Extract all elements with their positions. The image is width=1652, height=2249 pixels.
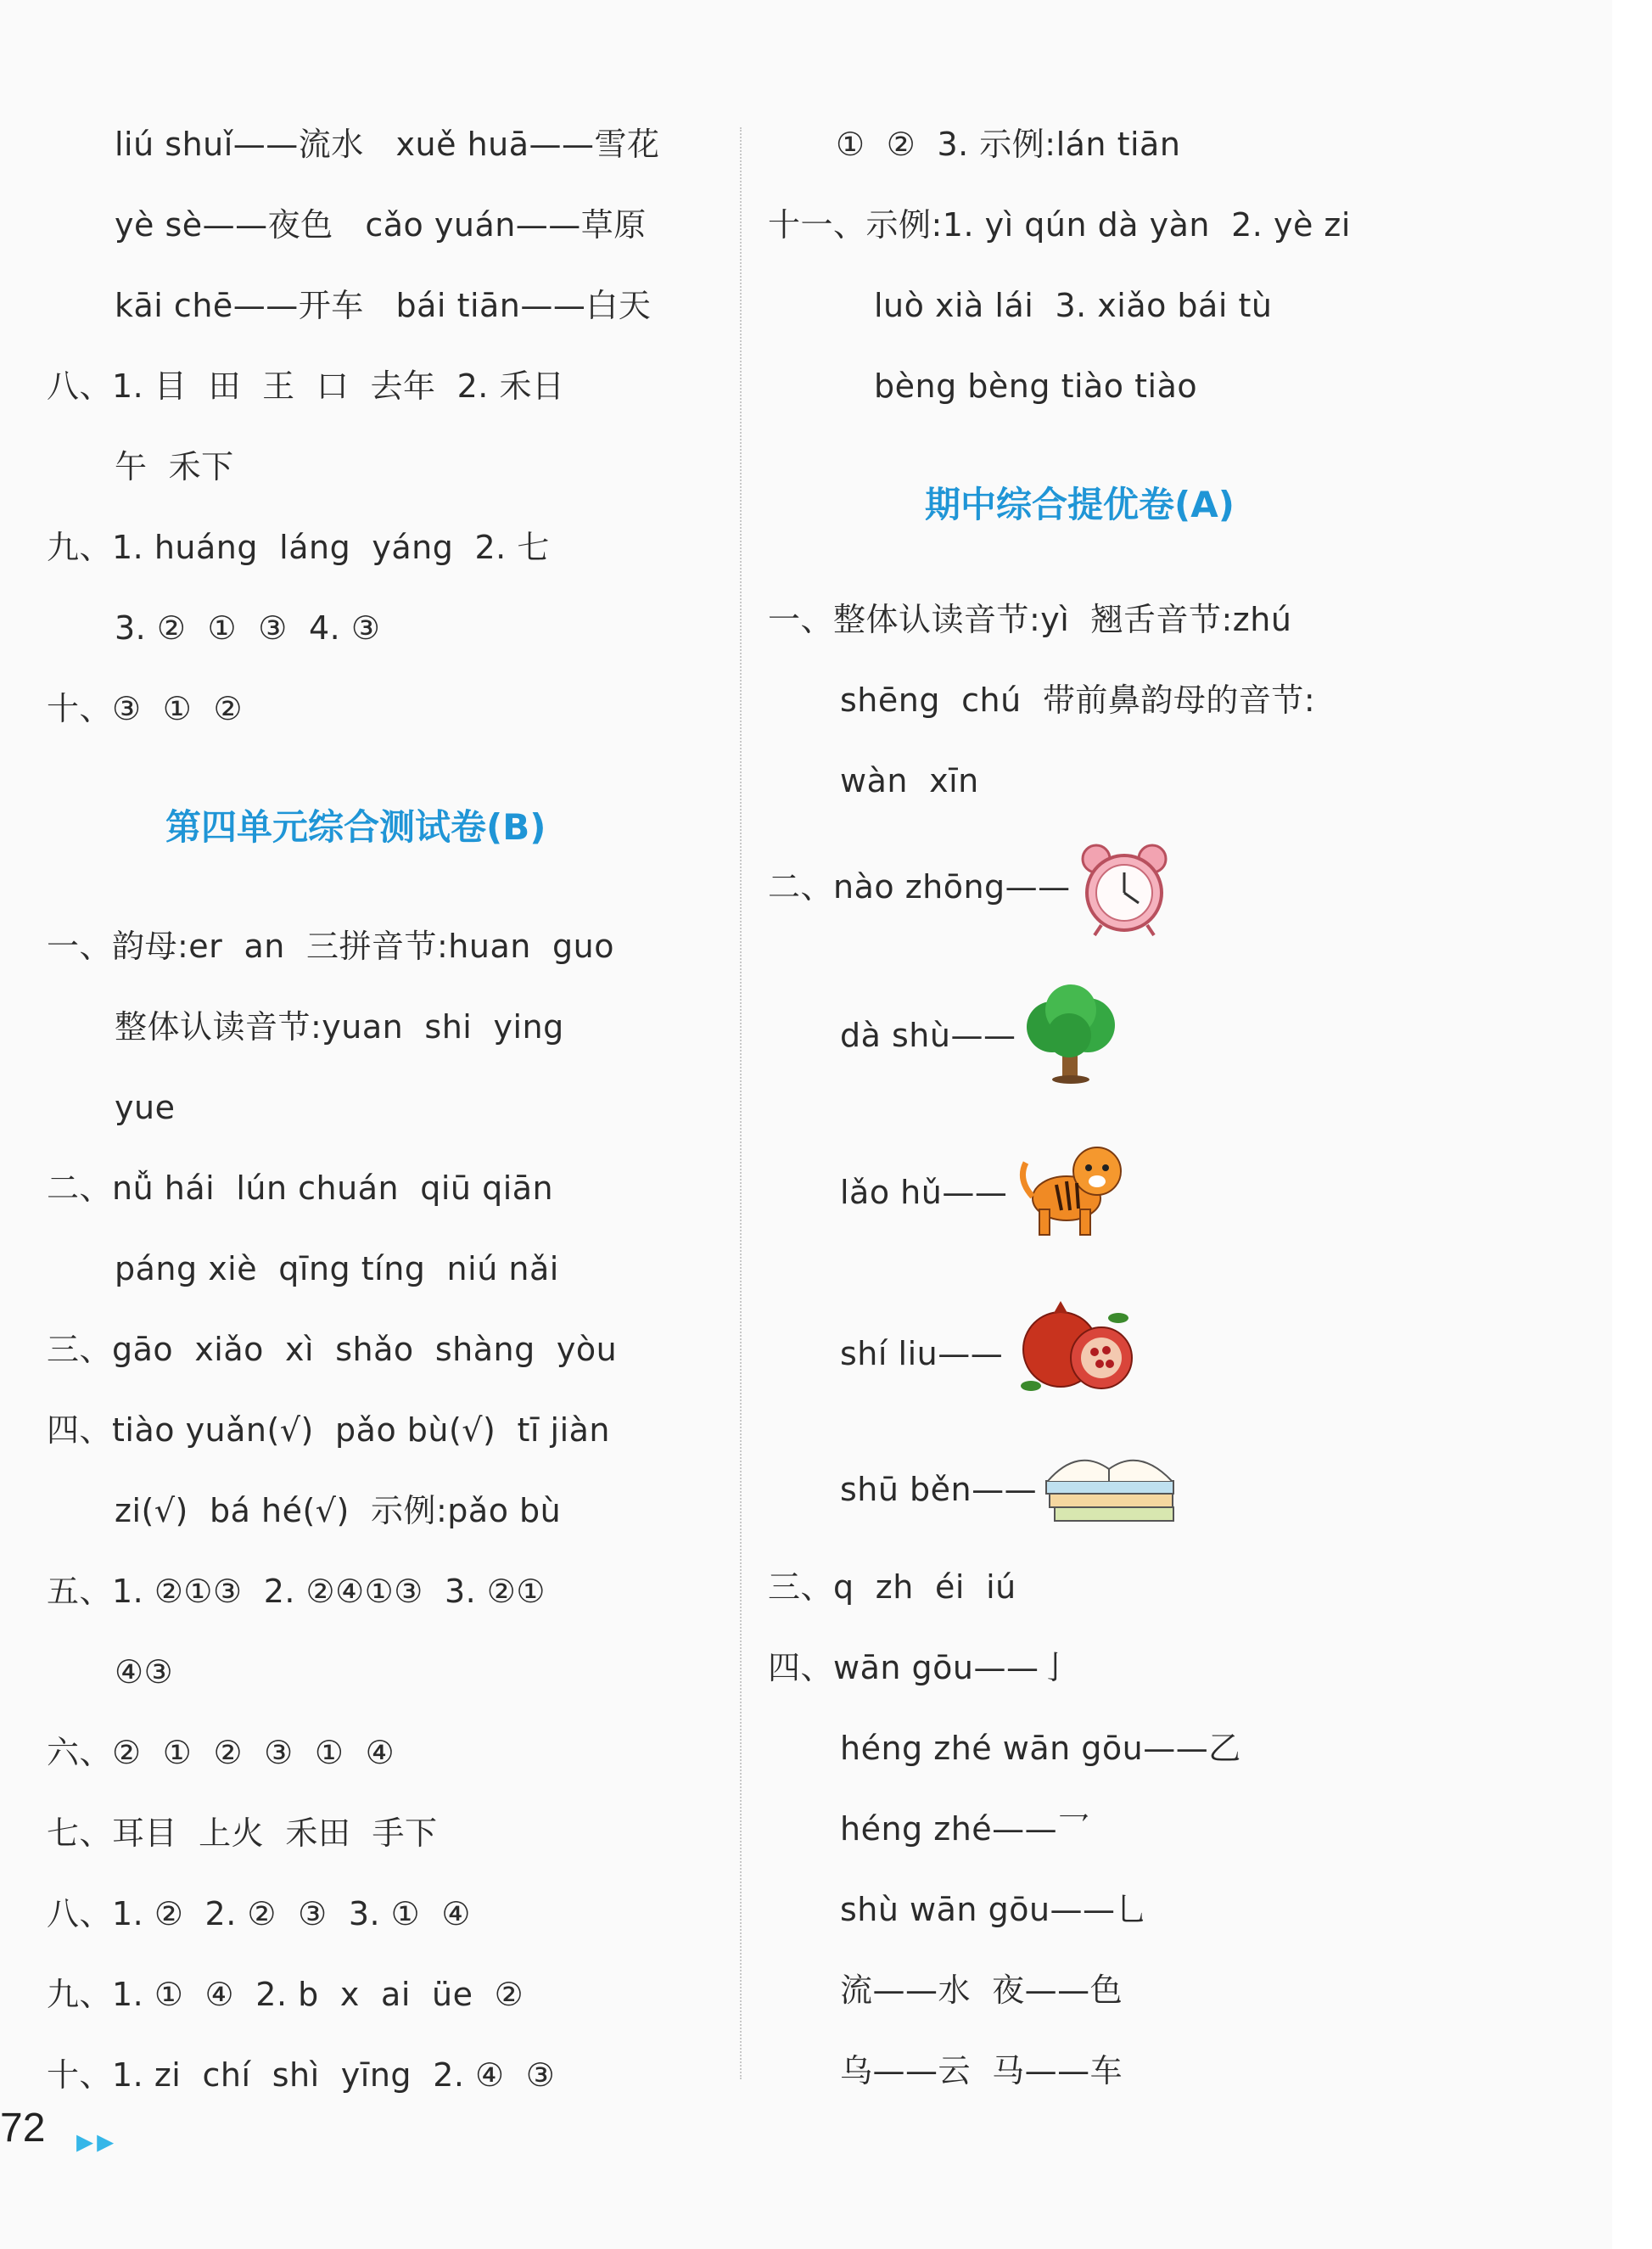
matching-label: shū běn——: [840, 1471, 1038, 1508]
matching-label: 二、nào zhōng——: [768, 868, 1071, 906]
answer-line: 七、耳目 上火 禾田 手下: [47, 1814, 438, 1852]
matching-label: shí liu——: [840, 1335, 1004, 1372]
answer-line: yè sè——夜色 cǎo yuán——草原: [115, 206, 647, 244]
answer-line: luò xià lái 3. xiǎo bái tù: [874, 287, 1273, 324]
answer-line: liú shuǐ——流水 xuě huā——雪花: [115, 126, 660, 163]
answer-line: 四、tiào yuǎn(√) pǎo bù(√) tī jiàn: [47, 1411, 611, 1449]
answer-line: 二、nǚ hái lún chuán qiū qiān: [47, 1169, 554, 1207]
answer-line: 九、1. ① ④ 2. b x ai üe ②: [47, 1976, 524, 2013]
answer-line: 一、整体认读音节:yì 翘舌音节:zhú: [768, 601, 1292, 638]
answer-line: 五、1. ②①③ 2. ②④①③ 3. ②①: [47, 1573, 546, 1610]
answer-line: páng xiè qīng tíng niú nǎi: [115, 1250, 559, 1287]
answer-line: héng zhé——乛: [840, 1810, 1090, 1848]
answer-line: 一、韵母:er an 三拼音节:huan guo: [47, 928, 614, 965]
answer-line: shù wān gōu——乚: [840, 1891, 1149, 1928]
arrow-icon: [76, 2122, 117, 2161]
answer-line: yue: [115, 1089, 176, 1126]
answer-line: shēng chú 带前鼻韵母的音节:: [840, 681, 1316, 719]
arrow-glyphs: ▸▸: [76, 2122, 118, 2161]
page-edge: [1612, 0, 1652, 2249]
answer-line: zi(√) bá hé(√) 示例:pǎo bù: [115, 1492, 562, 1529]
answer-line: 十、1. zi chí shì yīng 2. ④ ③: [47, 2056, 556, 2094]
section-title: 期中综合提优卷(A): [925, 484, 1235, 525]
answer-line: 乌——云 马——车: [840, 2052, 1123, 2089]
tree-icon: [1018, 984, 1124, 1090]
matching-label: dà shù——: [840, 1017, 1016, 1054]
answer-line: 十、③ ① ②: [47, 690, 244, 727]
pomegranate-icon: [1018, 1294, 1137, 1404]
answer-line: 八、1. ② 2. ② ③ 3. ① ④: [47, 1895, 471, 1932]
answer-line: 九、1. huáng láng yáng 2. 七: [47, 529, 550, 566]
answer-line: héng zhé wān gōu——乙: [840, 1730, 1241, 1767]
answer-line: 三、q zh éi iú: [768, 1568, 1016, 1606]
answer-line: 三、gāo xiǎo xì shǎo shàng yòu: [47, 1331, 618, 1368]
alarm-clock-icon: [1078, 840, 1171, 941]
section-title: 第四单元综合测试卷(B): [165, 806, 546, 848]
answer-line: 流——水 夜——色: [840, 1971, 1123, 2009]
column-divider: [740, 127, 742, 2079]
answer-line: wàn xīn: [840, 762, 979, 799]
answer-line: ① ② 3. 示例:lán tiān: [836, 126, 1181, 163]
answer-line: bèng bèng tiào tiào: [874, 367, 1198, 405]
answer-line: 3. ② ① ③ 4. ③: [115, 609, 381, 647]
answer-line: kāi chē——开车 bái tiān——白天: [115, 287, 652, 324]
books-icon: [1039, 1447, 1179, 1531]
answer-line: 午 禾下: [115, 448, 234, 485]
answer-line: 六、② ① ② ③ ① ④: [47, 1734, 395, 1771]
tiger-icon: [1014, 1137, 1133, 1242]
answer-line: 八、1. 目 田 王 口 去年 2. 禾日: [47, 367, 565, 405]
answer-line: 四、wān gōu——亅: [768, 1649, 1072, 1686]
answer-line: ④③: [115, 1653, 174, 1691]
answer-line: 十一、示例:1. yì qún dà yàn 2. yè zi: [768, 206, 1351, 244]
page-number: 72: [0, 2106, 46, 2151]
answer-line: 整体认读音节:yuan shi ying: [115, 1008, 564, 1046]
matching-label: lǎo hǔ——: [840, 1174, 1008, 1211]
